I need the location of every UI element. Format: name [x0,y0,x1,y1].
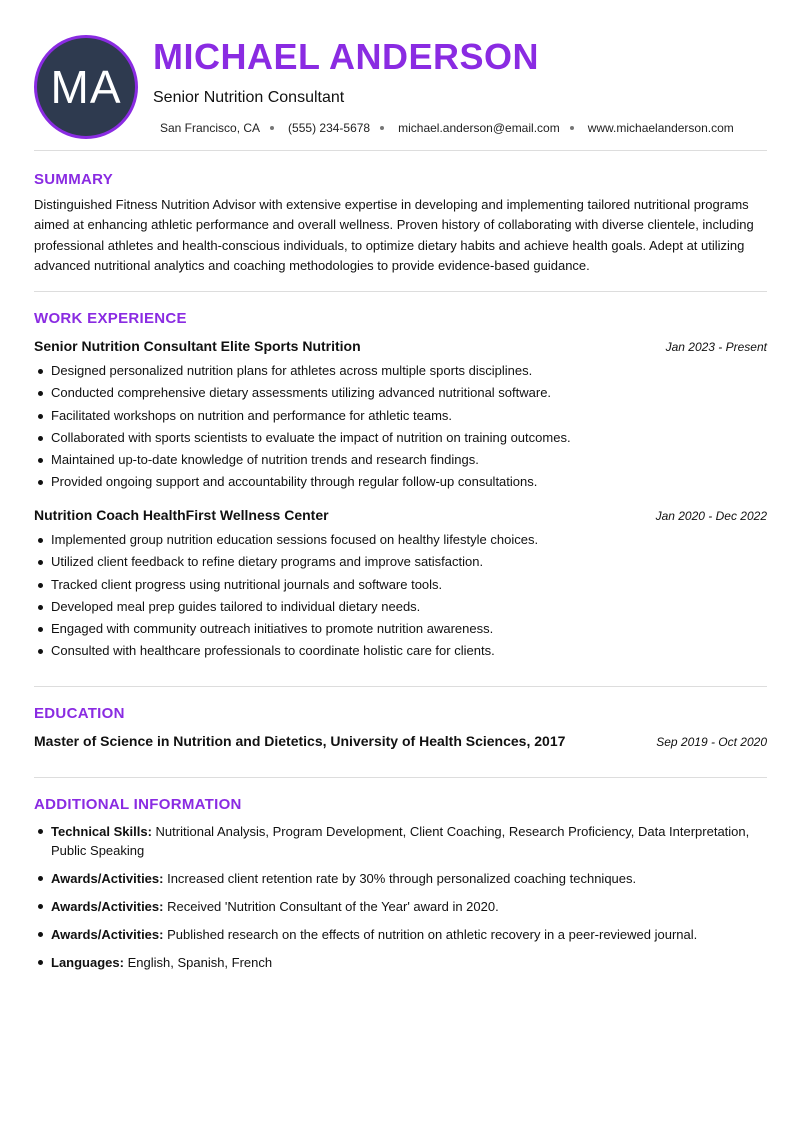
candidate-title: Senior Nutrition Consultant [153,89,345,106]
section-title-additional: ADDITIONAL INFORMATION [34,796,242,813]
list-item: Consulted with healthcare professionals to coordinate holistic care for clients. [34,643,767,659]
contact-location: San Francisco, CA [160,121,261,135]
job-role: Nutrition Coach HealthFirst Wellness Center [34,507,329,523]
job-role: Senior Nutrition Consultant Elite Sports Nutrition [34,338,361,354]
list-item: Utilized client feedback to refine dietary programs and improve satisfaction. [34,554,767,570]
info-text: Published research on the effects of nutrition on athletic recovery in a peer-reviewed journal. [167,927,698,942]
job-bullets [34,532,767,666]
info-text: Nutritional Analysis, Program Development, Client Coaching, Research Proficiency, Data Interpretation, Public Speaking [51,824,750,858]
avatar-initials: MA [50,61,122,113]
contact-email[interactable]: michael.anderson@email.com [398,121,560,135]
list-item [34,925,767,944]
separator-dot [270,126,274,130]
list-item: Maintained up-to-date knowledge of nutrition trends and research findings. [34,452,767,468]
divider [34,150,767,151]
list-item: Conducted comprehensive dietary assessments utilizing advanced nutritional software. [34,385,767,401]
contact-phone: (555) 234-5678 [288,121,371,135]
list-item: Developed meal prep guides tailored to individual dietary needs. [34,599,767,615]
education-entry [34,733,767,749]
list-item [34,869,767,888]
info-label: Awards/Activities: [51,899,164,914]
list-item [34,897,767,916]
info-text: Increased client retention rate by 30% through personalized coaching techniques. [167,871,637,886]
info-label: Awards/Activities: [51,927,164,942]
divider [34,686,767,687]
list-item [34,953,767,972]
info-label: Awards/Activities: [51,871,164,886]
info-text: English, Spanish, French [127,955,273,970]
candidate-name: MICHAEL ANDERSON [153,36,540,77]
list-item: Provided ongoing support and accountability through regular follow-up consultations. [34,474,767,490]
divider [34,777,767,778]
list-item: Collaborated with sports scientists to evaluate the impact of nutrition on training outcomes. [34,430,767,446]
section-title-experience: WORK EXPERIENCE [34,310,187,327]
job-date: Jan 2020 - Dec 2022 [655,509,767,523]
contact-line [160,121,734,135]
separator-dot [380,126,384,130]
contact-website[interactable]: www.michaelanderson.com [587,121,734,135]
summary-text: Distinguished Fitness Nutrition Advisor with extensive expertise in developing and implementing tailored nutritional programs aimed at enhancing athletic performance and overall wellness. Proven history of collaborating with diverse clientele, including professional athletes and health-conscious individuals, to optimize dietary habits and achieve health goals. Adept at utilizing advanced nutritional analytics and coaching methodologies to provide evidence-based guidance. [34,197,754,273]
list-item: Tracked client progress using nutritional journals and software tools. [34,577,767,593]
list-item: Implemented group nutrition education sessions focused on healthy lifestyle choices. [34,532,767,548]
info-label: Languages: [51,955,124,970]
list-item: Designed personalized nutrition plans for athletes across multiple sports disciplines. [34,363,767,379]
separator-dot [570,126,574,130]
education-date: Sep 2019 - Oct 2020 [656,735,767,749]
list-item: Facilitated workshops on nutrition and performance for athletic teams. [34,408,767,424]
job-header [34,338,767,354]
avatar [34,35,138,139]
job-bullets [34,363,767,497]
divider [34,291,767,292]
section-title-summary: SUMMARY [34,171,114,188]
list-item [34,822,767,860]
section-title-education: EDUCATION [34,705,125,722]
additional-list [34,822,767,981]
list-item: Engaged with community outreach initiatives to promote nutrition awareness. [34,621,767,637]
job-header [34,507,767,523]
info-label: Technical Skills: [51,824,152,839]
info-text: Received 'Nutrition Consultant of the Year' award in 2020. [167,899,499,914]
education-degree: Master of Science in Nutrition and Dietetics, University of Health Sciences, 2017 [34,733,566,749]
job-date: Jan 2023 - Present [665,340,767,354]
